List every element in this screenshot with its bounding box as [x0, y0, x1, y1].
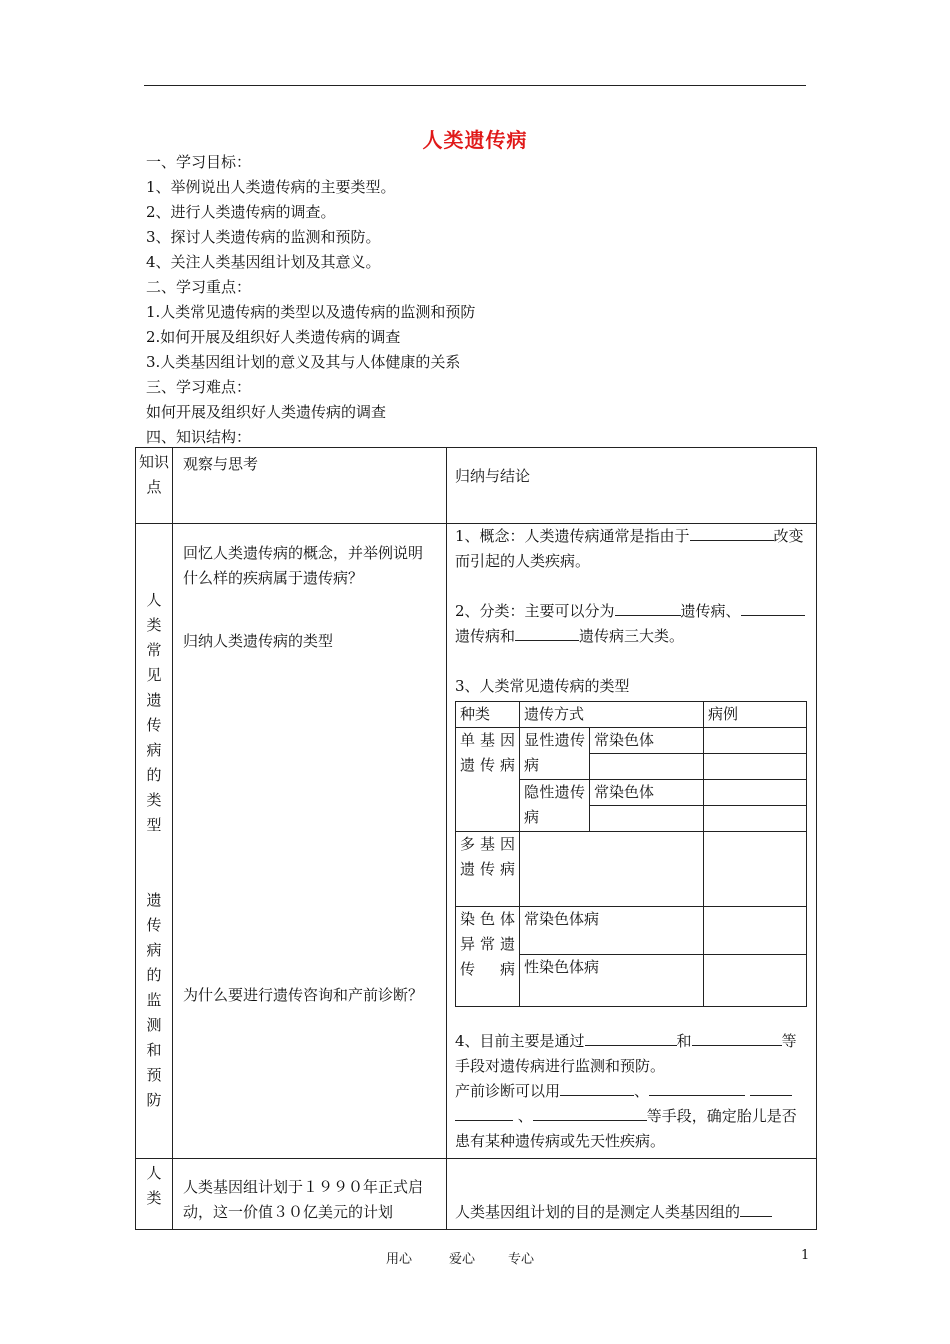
- blank-field: [750, 1079, 792, 1096]
- blank-field: [690, 524, 774, 541]
- mode-autosome: 常染色体: [590, 728, 704, 754]
- inner-header-case: 病例: [704, 702, 807, 728]
- knowledge-types: 人类常见遗传病的类型: [146, 591, 162, 834]
- mode-autosome-disease: 常染色体病: [520, 907, 704, 955]
- outline-line: 二、学习重点：: [146, 278, 252, 296]
- conclusion-monitoring: [455, 1029, 808, 1079]
- mode-autosome: 常染色体: [590, 780, 704, 806]
- case-cell: [704, 955, 807, 1007]
- footer-motto: 用心: [386, 1252, 413, 1267]
- outline-line: 3.人类基因组计划的意义及其与人体健康的关系: [146, 353, 461, 371]
- outline-line: 3、探讨人类遗传病的监测和预防。: [146, 228, 381, 246]
- prenatal-text: 等手段，确定胎儿是否患有某种遗传病或先天性疾病。: [455, 1107, 797, 1150]
- inner-header-mode: 遗传方式: [520, 702, 704, 728]
- outline-line: 四、知识结构：: [146, 428, 252, 446]
- outline-line: 2.如何开展及组织好人类遗传病的调查: [146, 328, 401, 346]
- knowledge-table: [135, 447, 817, 1230]
- table-header-row: [136, 448, 817, 524]
- classify-text: 遗传病、: [680, 602, 741, 620]
- conclusion-common-types: 3、人类常见遗传病的类型: [455, 677, 630, 695]
- blank-field: [740, 1200, 772, 1217]
- case-cell: [704, 806, 807, 832]
- observe-diagnosis: 为什么要进行遗传咨询和产前诊断？: [183, 986, 424, 1004]
- footer-motto: 爱心: [449, 1252, 476, 1267]
- blank-field: [649, 1079, 745, 1096]
- blank-field: [585, 1029, 677, 1046]
- observe-concept: 回忆人类遗传病的概念，并举例说明什么样的疾病属于遗传病？: [183, 544, 424, 587]
- mode-cell: [590, 754, 704, 780]
- concept-text-end: 改变而引起的人类疾病。: [455, 527, 804, 570]
- knowledge-genome: 人类: [146, 1164, 162, 1207]
- conclusion-classify: [455, 599, 808, 649]
- case-cell: [704, 907, 807, 955]
- monitor-text: 和: [676, 1032, 692, 1050]
- knowledge-monitor: 遗传病的监测和预防: [146, 891, 162, 1109]
- outline-line: 2、进行人类遗传病的调查。: [146, 203, 336, 221]
- kind-chromosome: 染色体异常遗传病: [456, 907, 520, 1007]
- conclusion-concept: [455, 524, 808, 574]
- blank-field: [515, 624, 579, 641]
- page-number: 1: [801, 1248, 810, 1263]
- page-title: 人类遗传病: [422, 128, 528, 152]
- monitor-text: 等手段对遗传病进行监测和预防。: [455, 1032, 797, 1075]
- blank-field: [741, 599, 789, 616]
- kind-multi-gene: 多基因遗传病: [456, 832, 520, 907]
- monitor-text: 4、目前主要是通过: [455, 1032, 585, 1050]
- outline-line: 如何开展及组织好人类遗传病的调查: [146, 403, 387, 421]
- outline-line: 一、学习目标：: [146, 153, 252, 171]
- blank-field: [615, 599, 681, 616]
- case-cell: [704, 832, 807, 907]
- case-cell: [704, 780, 807, 806]
- mode-recessive: 隐性遗传病: [520, 780, 590, 832]
- outline-line: 1、举例说出人类遗传病的主要类型。: [146, 178, 396, 196]
- prenatal-text: 、: [517, 1107, 533, 1125]
- header-rule: [144, 85, 806, 86]
- prenatal-text: 产前诊断可以用: [455, 1082, 561, 1100]
- inner-header-kind: 种类: [456, 702, 520, 728]
- outline: [146, 150, 826, 450]
- case-cell: [704, 754, 807, 780]
- blank-field: [692, 1029, 782, 1046]
- conclusion-prenatal: [455, 1079, 808, 1154]
- header-conclude: 归纳与结论: [455, 467, 531, 485]
- blank-field: [789, 599, 805, 616]
- classify-text: 2、分类：主要可以分为: [455, 602, 615, 620]
- footer-motto: 专心: [508, 1252, 535, 1267]
- disease-type-table: [455, 701, 807, 1007]
- mode-dominant: 显性遗传病: [520, 728, 590, 780]
- blank-field: [533, 1104, 647, 1121]
- outline-line: 4、关注人类基因组计划及其意义。: [146, 253, 381, 271]
- classify-text: 遗传病和: [455, 627, 516, 645]
- concept-text: 1、概念：人类遗传病通常是指由于: [455, 527, 690, 545]
- table-row-genome: [136, 1159, 817, 1230]
- header-knowledge: 知识点: [139, 453, 170, 496]
- mode-sex-chromosome-disease: 性染色体病: [520, 955, 704, 1007]
- blank-field: [455, 1104, 513, 1121]
- outline-line: 三、学习难点：: [146, 378, 252, 396]
- genome-text: 人类基因组计划的目的是测定人类基因组的: [455, 1203, 741, 1221]
- observe-genome: 人类基因组计划于１９９０年正式启动，这一价值３０亿美元的计划: [183, 1178, 424, 1221]
- conclusion-genome: [447, 1159, 816, 1229]
- outline-line: 1.人类常见遗传病的类型以及遗传病的监测和预防: [146, 303, 476, 321]
- table-row-types: [136, 524, 817, 1159]
- observe-types: 归纳人类遗传病的类型: [183, 632, 334, 650]
- mode-cell: [520, 832, 704, 907]
- case-cell: [704, 728, 807, 754]
- prenatal-text: 、: [634, 1082, 650, 1100]
- header-observe: 观察与思考: [183, 455, 259, 473]
- mode-cell: [590, 806, 704, 832]
- classify-text: 遗传病三大类。: [579, 627, 685, 645]
- kind-single-gene: 单基因遗传病: [456, 728, 520, 832]
- blank-field: [560, 1079, 634, 1096]
